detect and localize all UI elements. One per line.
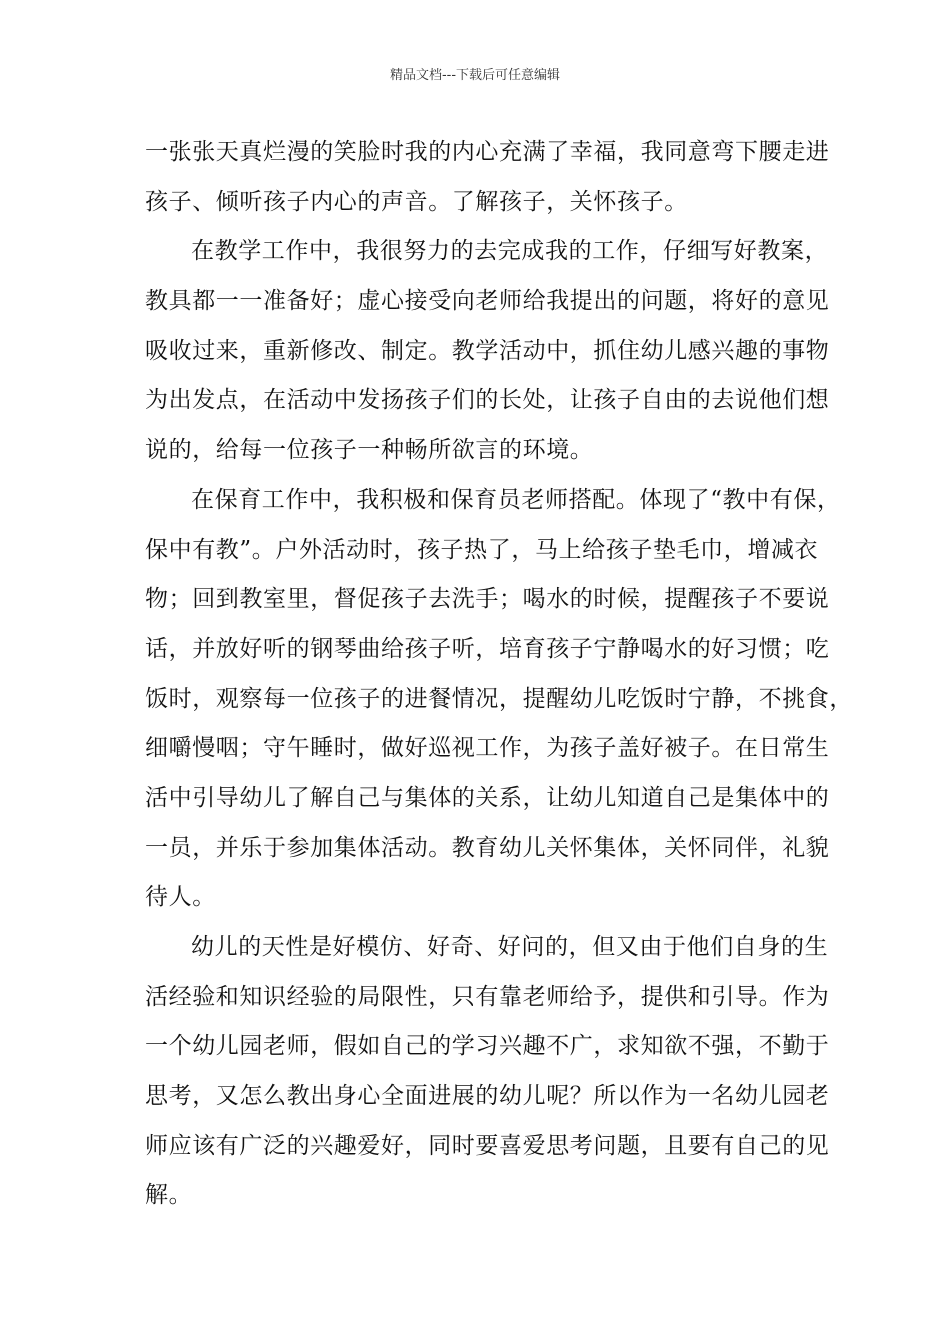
text-line: 活经验和知识经验的局限性，只有靠老师给予，提供和引导。作为 xyxy=(145,983,830,1010)
text-line: 思考，又怎么教出身心全面进展的幼儿呢？所以作为一名幼儿园老 xyxy=(145,1083,830,1110)
paragraph-start-line: 在教学工作中，我很努力的去完成我的工作，仔细写好教案， xyxy=(191,238,829,265)
text-line: 吸收过来，重新修改、制定。教学活动中，抓住幼儿感兴趣的事物 xyxy=(145,337,830,364)
page-header: 精品文档---下载后可任意编辑 xyxy=(389,68,561,83)
paragraph-start-line: 在保育工作中，我积极和保育员老师搭配。体现了“教中有保， xyxy=(191,486,841,513)
document-body xyxy=(145,128,853,1221)
text-line: 孩子、倾听孩子内心的声音。了解孩子，关怀孩子。 xyxy=(145,188,688,215)
text-line: 话，并放好听的钢琴曲给孩子听，培育孩子宁静喝水的好习惯；吃 xyxy=(145,635,830,662)
text-line: 说的，给每一位孩子一种畅所欲言的环境。 xyxy=(145,437,594,464)
text-line: 为出发点，在活动中发扬孩子们的长处，让孩子自由的去说他们想 xyxy=(145,387,830,414)
text-line: 饭时，观察每一位孩子的进餐情况，提醒幼儿吃饭时宁静，不挑食， xyxy=(145,685,853,712)
text-line: 一张张天真烂漫的笑脸时我的内心充满了幸福，我同意弯下腰走进 xyxy=(145,139,830,165)
text-line: 一员，并乐于参加集体活动。教育幼儿关怀集体，关怀同伴，礼貌 xyxy=(145,834,830,861)
text-line: 师应该有广泛的兴趣爱好，同时要喜爱思考问题，且要有自己的见 xyxy=(145,1132,830,1159)
text-line: 待人。 xyxy=(145,884,216,911)
text-line: 教具都一一准备好；虚心接受向老师给我提出的问题，将好的意见 xyxy=(145,288,830,315)
text-line: 保中有教”。户外活动时，孩子热了，马上给孩子垫毛巾，增减衣 xyxy=(145,536,819,563)
text-line: 一个幼儿园老师，假如自己的学习兴趣不广，求知欲不强，不勤于 xyxy=(145,1033,830,1060)
text-line: 细嚼慢咽；守午睡时，做好巡视工作，为孩子盖好被子。在日常生 xyxy=(145,735,830,762)
text-line: 解。 xyxy=(145,1182,193,1209)
text-line: 物；回到教室里，督促孩子去洗手；喝水的时候，提醒孩子不要说 xyxy=(145,586,830,613)
text-line: 活中引导幼儿了解自己与集体的关系，让幼儿知道自己是集体中的 xyxy=(145,784,830,811)
paragraph-start-line: 幼儿的天性是好模仿、好奇、好问的，但又由于他们自身的生 xyxy=(191,934,829,960)
